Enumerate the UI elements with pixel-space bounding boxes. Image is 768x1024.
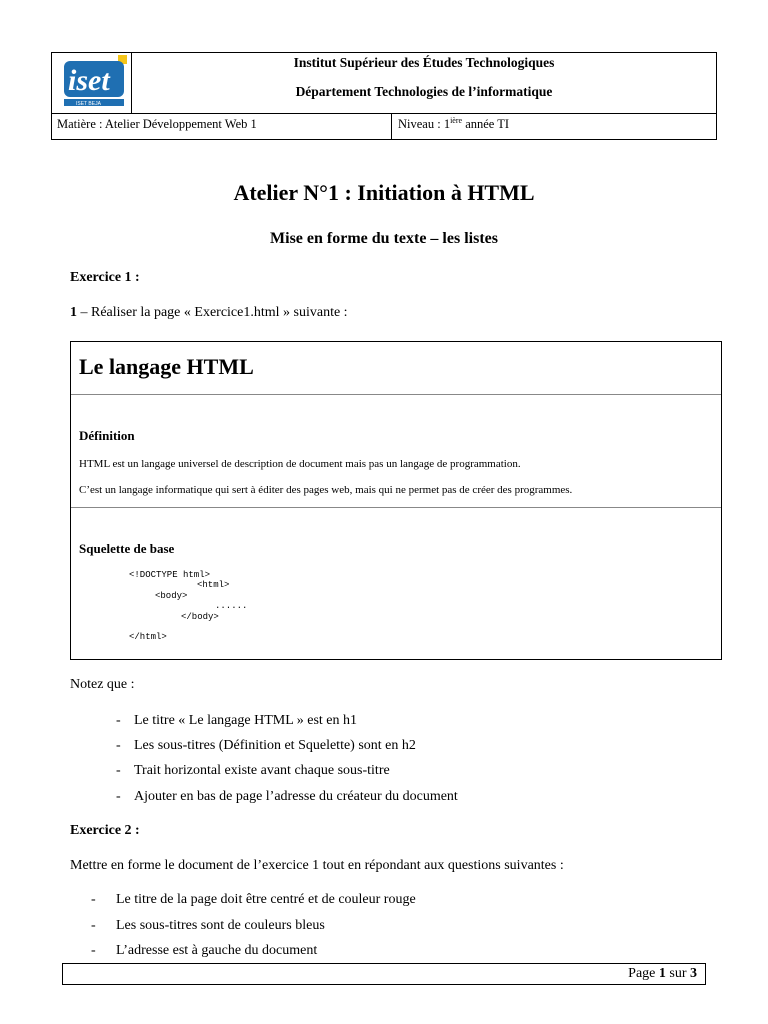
iset-logo [52, 53, 132, 113]
code-line: <html> [197, 580, 230, 590]
preview-h2-squelette: Squelette de base [79, 541, 175, 556]
svg-text:iset: iset [68, 64, 110, 97]
header-info-row [52, 113, 716, 139]
list-bullet: - [91, 892, 96, 907]
list-item: L’adresse est à gauche du document [116, 943, 318, 958]
page-title: Atelier N°1 : Initiation à HTML [233, 180, 535, 205]
niveau-cell [391, 114, 716, 139]
list-item: Trait horizontal existe avant chaque sous-titre [134, 763, 390, 778]
department-name: Département Technologies de l’informatique [295, 84, 553, 99]
list-bullet: - [116, 763, 121, 778]
header-table [51, 52, 717, 140]
exercise2-intro: Mettre en forme le document de l’exercice 1 tout en répondant aux questions suivantes : [70, 858, 564, 873]
list-bullet: - [116, 738, 121, 753]
preview-paragraph: HTML est un langage universel de description de document mais pas un langage de programmation. [79, 458, 521, 470]
exercise2-heading: Exercice 2 : [70, 823, 140, 838]
niveau-label: Niveau : $1^{ière}$ année TI [398, 116, 510, 131]
institute-name: Institut Supérieur des Études Technologiques [293, 55, 555, 70]
page-subtitle: Mise en forme du texte – les listes [270, 230, 498, 247]
list-bullet: - [116, 789, 121, 804]
list-bullet: - [91, 943, 96, 958]
list-item: Les sous-titres (Définition et Squelette) sont en h2 [134, 738, 416, 753]
code-line: <!DOCTYPE html> [129, 570, 211, 580]
code-line: </html> [129, 632, 167, 642]
iset-logo-icon [52, 53, 130, 111]
institute-cell [132, 53, 716, 113]
matiere-label: Matière : Atelier Développement Web 1 [57, 117, 257, 131]
list-bullet: - [116, 713, 121, 728]
code-line: <body> [155, 591, 188, 601]
list-item: Le titre de la page doit être centré et de couleur rouge [116, 892, 416, 907]
list-item: Les sous-titres sont de couleurs bleus [116, 918, 325, 933]
code-line: </body> [181, 612, 219, 622]
preview-paragraph: C’est un langage informatique qui sert à éditer des pages web, mais qui ne permet pas de créer des programmes. [79, 484, 573, 496]
preview-h1: Le langage HTML [79, 354, 254, 379]
exercise1-heading: Exercice 1 : [70, 270, 140, 285]
list-item: Ajouter en bas de page l’adresse du créateur du document [134, 789, 458, 804]
notes-label: Notez que : [70, 677, 135, 692]
list-item: Le titre « Le langage HTML » est en h1 [134, 713, 358, 728]
exercise1-instruction: 1 – Réaliser la page « Exercice1.html » suivante : [70, 305, 348, 320]
preview-h2-definition: Définition [79, 428, 135, 443]
preview-hr [71, 394, 721, 395]
preview-hr [71, 507, 721, 508]
code-line: ...... [215, 601, 248, 611]
page-number: Page 1 sur 3 [628, 966, 697, 981]
list-bullet: - [91, 918, 96, 933]
svg-text:ISET BEJA: ISET BEJA [76, 101, 101, 107]
page-footer [62, 963, 706, 985]
exercise-preview [70, 341, 722, 660]
